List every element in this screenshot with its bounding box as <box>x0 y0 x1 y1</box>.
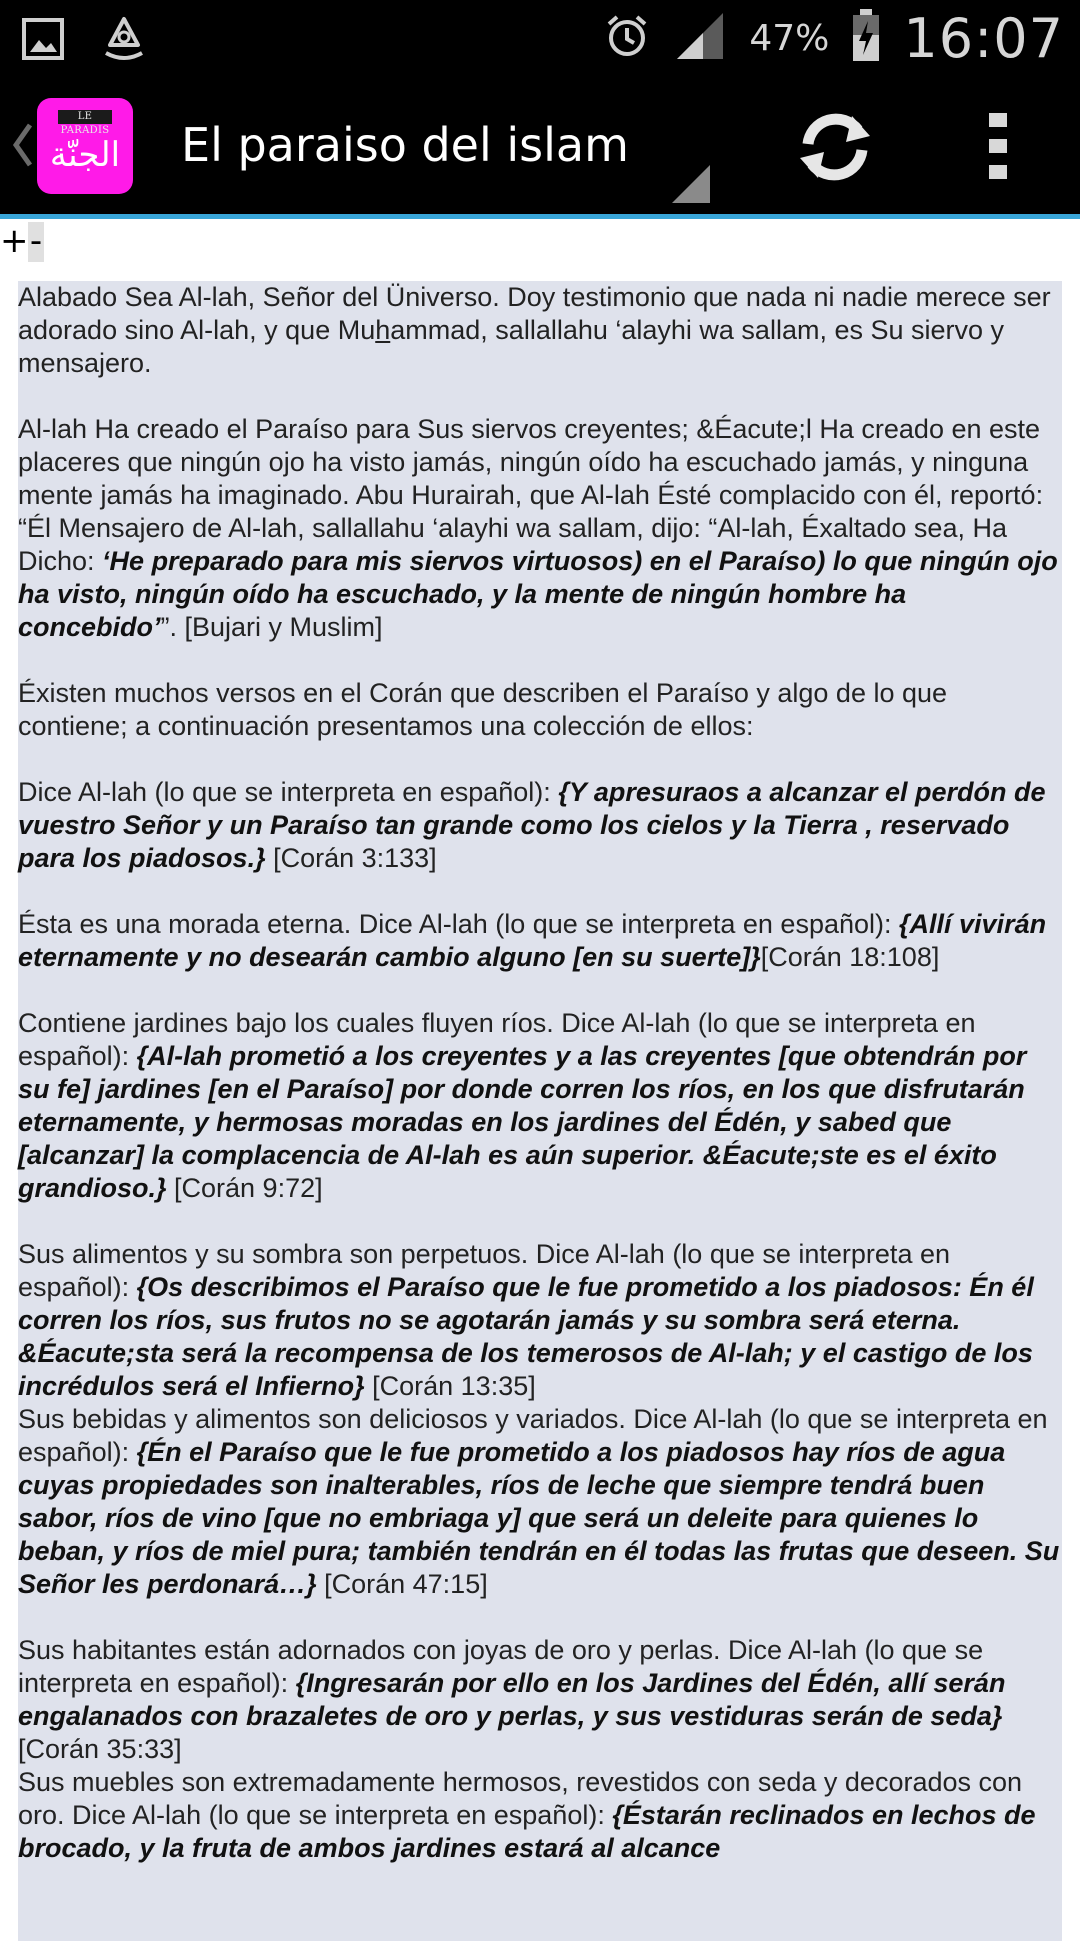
logo-caption: LE PARADIS <box>58 110 112 124</box>
verse-quote: {Y apresuraos a alcanzar el perdón de vuestro Señor y un Paraíso tan grande como los cielos y la Tierra , reservado para los piadosos.} <box>18 777 1046 873</box>
signal-icon <box>673 9 727 67</box>
article-body <box>18 281 1062 1865</box>
verse-quote: {Ingresarán por ello en los Jardines del Édén, allí serán engalanados con brazaletes de oro y perlas, y sus vestiduras serán de seda} <box>18 1668 1006 1731</box>
verse-quote: {Os describimos el Paraíso que le fue prometido a los piadosos: Én él corren los ríos, sus frutos no se agotarán jamás y su sombra será eterna. &Éacute;sta será la recompensa de los temerosos de Al-lah; y el castigo de los incrédulos será el Infierno} <box>18 1272 1034 1401</box>
more-vert-icon <box>980 107 1016 187</box>
battery-percent: 47% <box>749 17 830 59</box>
back-chevron-icon[interactable] <box>10 121 36 173</box>
paragraph-intro: Alabado Sea Al-lah, Señor del Üniverso. Doy testimonio que nada ni nadie merece ser adorado sino Al-lah, y que Muhammad, sallallahu ‘alayhi wa sallam, es Su siervo y mensajero. <box>18 282 1051 378</box>
action-bar-accent-line <box>0 214 1080 219</box>
recycle-icon <box>100 15 148 67</box>
zoom-in-button[interactable]: + <box>0 221 29 261</box>
paragraph-verse-3-133: Dice Al-lah (lo que se interpreta en español): {Y apresuraos a alcanzar el perdón de vuestro Señor y un Paraíso tan grande como los cielos y la Tierra , reservado para los piadosos.} [Corán 3:133] <box>18 777 1046 873</box>
refresh-button[interactable] <box>790 102 880 192</box>
overflow-menu-button[interactable] <box>980 107 1016 187</box>
verse-quote: {Éstarán reclinados en lechos de brocado, y la fruta de ambos jardines estará al alcance <box>18 1800 1036 1863</box>
gallery-icon <box>22 18 64 64</box>
verse-quote: {Én el Paraíso que le fue prometido a los piadosos hay ríos de agua cuyas propiedades son inalterables, ríos de leche que siempre tendrá buen sabor, ríos de vino [que no embriaga y] que será un deleite para quienes lo beban, y ríos de miel pura; también tendrán en él todas las frutas que deseen. Su Señor les perdonará…} <box>18 1437 1060 1599</box>
clock-time: 16:07 <box>903 6 1064 70</box>
paragraph-verses-intro: Éxisten muchos versos en el Corán que describen el Paraíso y algo de lo que contiene; a continuación presentamos una colección de ellos: <box>18 678 948 741</box>
zoom-out-button[interactable]: - <box>29 221 43 261</box>
refresh-icon <box>790 102 880 192</box>
paragraph-verse-35-33: Sus habitantes están adornados con joyas de oro y perlas. Dice Al-lah (lo que se interpreta en español): {Ingresarán por ello en los Jardines del Édén, allí serán engalanados con brazaletes de oro y perlas, y sus vestiduras serán de seda} [Corán 35:33] <box>18 1635 1006 1764</box>
paragraph-furniture: Sus muebles son extremadamente hermosos, revestidos con seda y decorados con oro. Dice Al-lah (lo que se interpreta en español): {Éstarán reclinados en lechos de brocado, y la fruta de ambos jardines estará al alcance <box>18 1767 1036 1863</box>
paragraph-hadith: Al-lah Ha creado el Paraíso para Sus siervos creyentes; &Éacute;l Ha creado en este placeres que ningún ojo ha visto jamás, ningún oído ha escuchado jamás, y ninguna mente jamás ha imaginado. Abu Hurairah, que Al-lah Ésté complacido con él, reportó: “Él Mensajero de Al-lah, sallallahu ‘alayhi wa sallam, dijo: “Al-lah, Éxaltado sea, Ha Dicho: ‘He preparado para mis siervos virtuosos) en el Paraíso) lo que ningún ojo ha visto, ningún oído ha escuchado, y la mente de ningún hombre ha concebido’”. [Bujari y Muslim] <box>18 414 1058 642</box>
logo-arabic-text: الجنّة <box>49 135 121 175</box>
verse-quote: {Allí vivirán eternamente y no desearán cambio alguno [en su suerte]} <box>18 909 1047 972</box>
status-bar <box>0 0 1080 77</box>
paragraph-verse-18-108: Ésta es una morada eterna. Dice Al-lah (lo que se interpreta en español): {Allí vivirán eternamente y no desearán cambio alguno [en su suerte]}[Corán 18:108] <box>18 909 1047 972</box>
battery-icon <box>851 9 881 67</box>
action-bar <box>0 77 1080 214</box>
article-content[interactable] <box>18 281 1062 1941</box>
app-title[interactable]: El paraiso del islam <box>181 118 629 172</box>
hadith-quote: ‘He preparado para mis siervos virtuosos) en el Paraíso) lo que ningún ojo ha visto, ningún oído ha escuchado, y la mente de ningún hombre ha concebido’ <box>18 546 1058 642</box>
paragraph-verse-47-15: Sus bebidas y alimentos son deliciosos y variados. Dice Al-lah (lo que se interpreta en español): {Én el Paraíso que le fue prometido a los piadosos hay ríos de agua cuyas propiedades son inalterables, ríos de leche que siempre tendrá buen sabor, ríos de vino [que no embriaga y] que será un deleite para quienes lo beban, y ríos de miel pura; también tendrán en él todas las frutas que deseen. Su Señor les perdonará…} [Corán 47:15] <box>18 1404 1060 1599</box>
alarm-icon <box>603 12 651 64</box>
spinner-dropdown-icon[interactable] <box>672 165 710 207</box>
app-logo[interactable] <box>37 98 133 194</box>
paragraph-verse-13-35: Sus alimentos y su sombra son perpetuos. Dice Al-lah (lo que se interpreta en español): {Os describimos el Paraíso que le fue prometido a los piadosos: Én él corren los ríos, sus frutos no se agotarán jamás y su sombra será eterna. &Éacute;sta será la recompensa de los temerosos de Al-lah; y el castigo de los incrédulos será el Infierno} [Corán 13:35] <box>18 1239 1034 1401</box>
paragraph-verse-9-72: Contiene jardines bajo los cuales fluyen ríos. Dice Al-lah (lo que se interpreta en español): {Al-lah prometió a los creyentes y a las creyentes [que obtendrán por su fe] jardines [en el Paraíso] por donde corren los ríos, en los que disfrutarán eternamente, y hermosas moradas en los jardines del Édén, y sabed que [alcanzar] la complacencia de Al-lah es aún superior. &Éacute;ste es el éxito grandioso.} [Corán 9:72] <box>18 1008 1027 1203</box>
zoom-controls <box>0 222 44 262</box>
verse-quote: {Al-lah prometió a los creyentes y a las creyentes [que obtendrán por su fe] jardines [en el Paraíso] por donde corren los ríos, en los que disfrutarán eternamente, y hermosas moradas en los jardines del Édén, y sabed que [alcanzar] la complacencia de Al-lah es aún superior. &Éacute;ste es el éxito grandioso.} <box>18 1041 1027 1203</box>
